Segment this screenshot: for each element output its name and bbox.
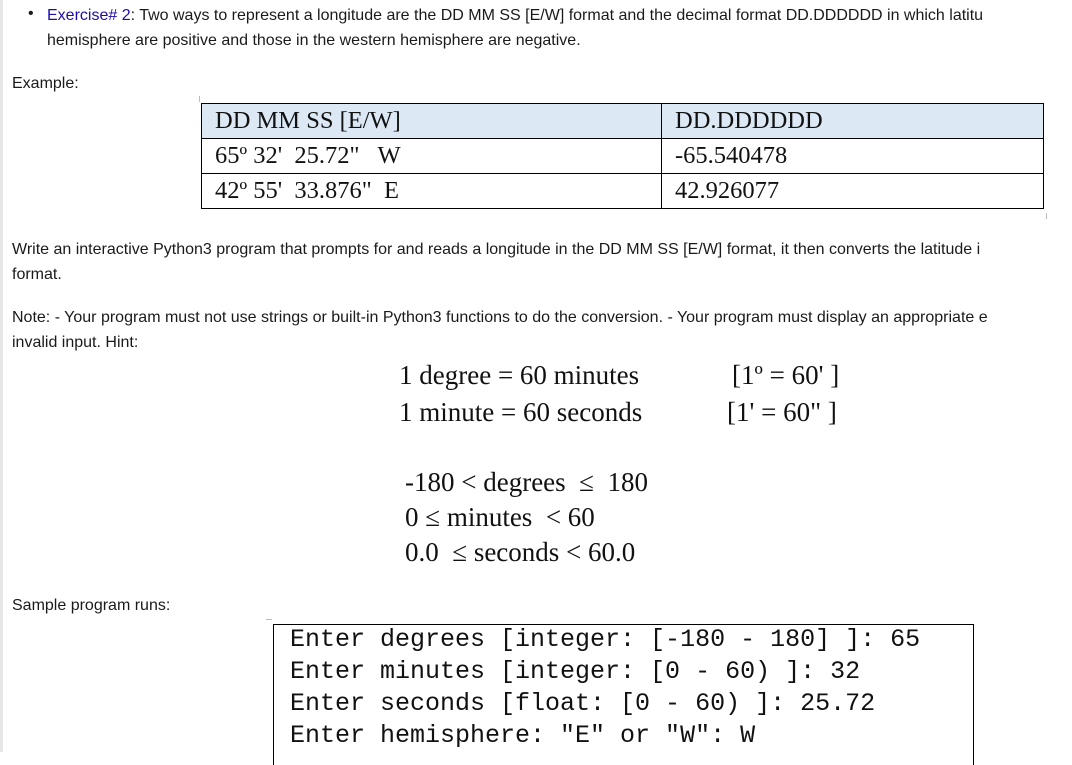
- instructions-line-1: Write an interactive Python3 program that prompts for and reads a longitude in the DD MM SS [E/W] format, it then converts the latitude i: [12, 241, 981, 258]
- exercise-line-2: hemisphere are positive and those in the western hemisphere are negative.: [47, 32, 581, 49]
- hint-equation-minute-symbolic: [1' = 60" ]: [727, 397, 837, 427]
- example-table: [201, 103, 1044, 209]
- note-line-2: invalid input. Hint:: [12, 334, 139, 351]
- table-header-decimal: DD.DDDDDD: [662, 104, 1044, 139]
- bullet-marker: •: [28, 5, 34, 22]
- console-line: Enter hemisphere: "E" or "W": W: [290, 721, 756, 750]
- hint-equation-degree-symbolic: [1º = 60' ]: [732, 360, 840, 390]
- sample-run-console: [273, 624, 974, 765]
- example-label: Example:: [12, 75, 79, 92]
- table-header-dms: DD MM SS [E/W]: [202, 104, 662, 139]
- image-corner-mark: [1046, 213, 1047, 219]
- table-cell: 42.926077: [662, 174, 1044, 209]
- table-cell: 42º 55' 33.876" E: [202, 174, 662, 209]
- exercise-line-1: [47, 3, 983, 28]
- table-cell: 65º 32' 25.72" W: [202, 139, 662, 174]
- console-line: Enter degrees [integer: [-180 - 180] ]: 65: [290, 625, 921, 654]
- console-line: Enter minutes [integer: [0 - 60) ]: 32: [290, 657, 861, 686]
- sample-runs-label: Sample program runs:: [12, 597, 171, 614]
- table-header-row: [202, 104, 1044, 139]
- console-line: Enter seconds [float: [0 - 60) ]: 25.72: [290, 689, 876, 718]
- exercise-description: : Two ways to represent a longitude are the DD MM SS [E/W] format and the decimal format DD.DDDDDD in which latitu: [130, 7, 984, 24]
- left-border: [0, 0, 3, 752]
- table-cell: -65.540478: [662, 139, 1044, 174]
- image-corner-mark: [266, 619, 272, 620]
- hint-equation-minute: 1 minute = 60 seconds: [399, 397, 643, 427]
- hint-equation-degree: 1 degree = 60 minutes: [399, 360, 640, 390]
- exercise-link[interactable]: Exercise# 2: [47, 7, 131, 24]
- instructions-line-2: format.: [12, 266, 62, 283]
- hint-range-seconds: 0.0 ≤ seconds < 60.0: [405, 537, 636, 567]
- table-row: [202, 139, 1044, 174]
- hint-range-degrees: -180 < degrees ≤ 180: [405, 467, 648, 497]
- table-row: [202, 174, 1044, 209]
- hint-range-minutes: 0 ≤ minutes < 60: [405, 502, 595, 532]
- note-line-1: Note: - Your program must not use strings or built-in Python3 functions to do the conversion. - Your program must display an appropriate e: [12, 309, 988, 326]
- image-corner-mark: [199, 96, 200, 102]
